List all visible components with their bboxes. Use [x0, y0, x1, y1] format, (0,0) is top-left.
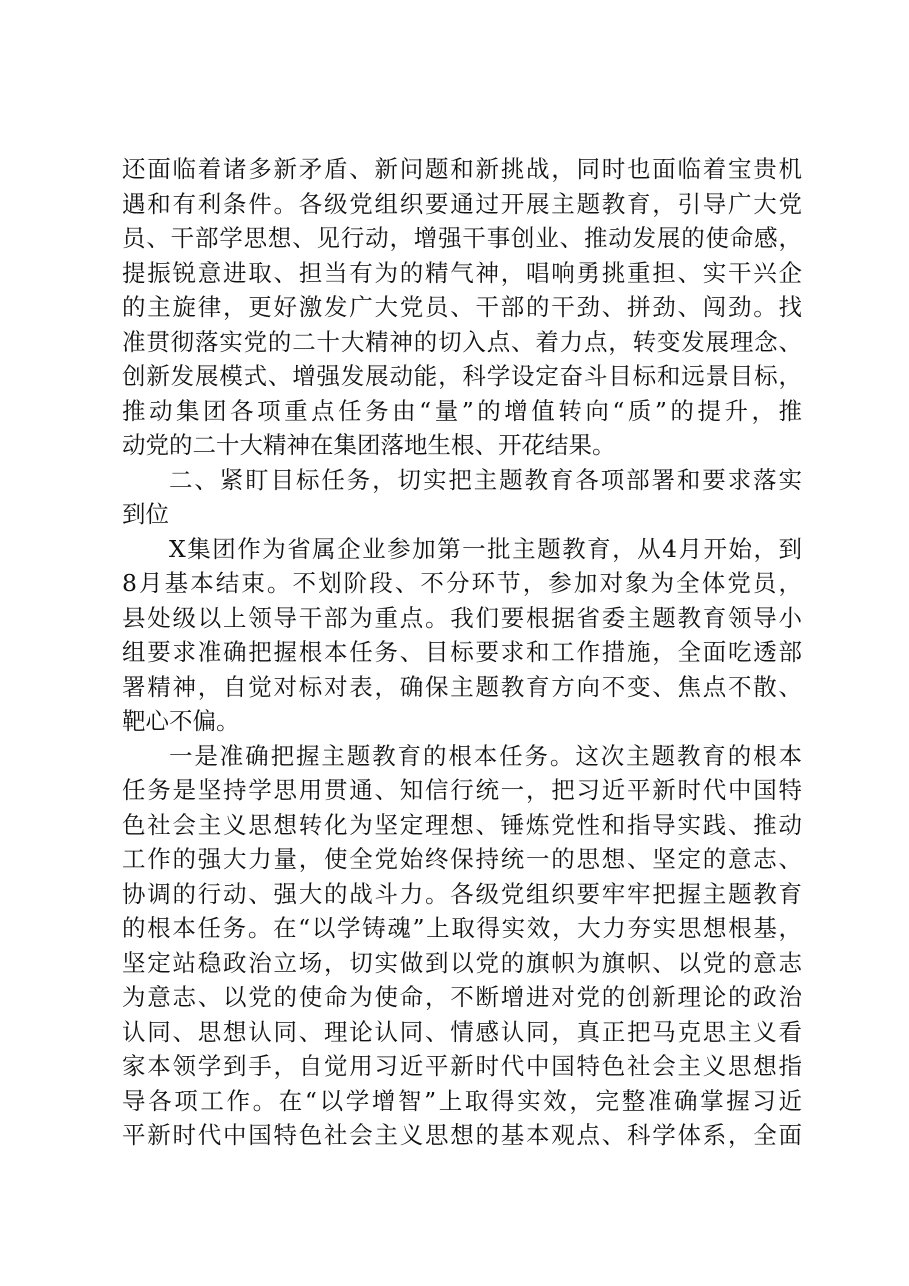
text-line: 一是准确把握主题教育的根本任务。这次主题教育的根本 [169, 741, 802, 770]
text-line: 还面临着诸多新矛盾、新问题和新挑战，同时也面临着宝贵机 [122, 155, 802, 183]
text-line: 坚定站稳政治立场，切实做到以党的旗帜为旗帜、以党的意志 [122, 948, 802, 977]
text-line: 协调的行动、强大的战斗力。各级党组织要牢牢把握主题教育 [122, 879, 802, 908]
text-line: X集团作为省属企业参加第一批主题教育，从4月开始，到 [169, 534, 802, 563]
text-line: 准贯彻落实党的二十大精神的切入点、着力点，转变发展理念、 [122, 327, 802, 356]
document-body [122, 152, 802, 1153]
text-line: 8月基本结束。不划阶段、不分环节，参加对象为全体党员， [122, 569, 802, 597]
text-line: 组要求准确把握根本任务、目标要求和工作措施，全面吃透部 [122, 638, 802, 666]
text-line: 遇和有利条件。各级党组织要通过开展主题教育，引导广大党 [122, 189, 802, 218]
text-line: 员、干部学思想、见行动，增强干事创业、推动发展的使命感， [122, 224, 802, 252]
text-line: 工作的强大力量，使全党始终保持统一的思想、坚定的意志、 [122, 845, 802, 873]
text-line: 家本领学到手，自觉用习近平新时代中国特色社会主义思想指 [122, 1052, 802, 1080]
text-line: 认同、思想认同、理论认同、情感认同，真正把马克思主义看 [122, 1017, 802, 1046]
text-line: 的主旋律，更好激发广大党员、干部的干劲、拼劲、闯劲。找 [122, 293, 802, 321]
text-line: 县处级以上领导干部为重点。我们要根据省委主题教育领导小 [122, 603, 802, 632]
text-line: 为意志、以党的使命为使命，不断增进对党的创新理论的政治 [122, 983, 802, 1011]
text-line: 导各项工作。在“以学增智”上取得实效，完整准确掌握习近 [122, 1086, 802, 1115]
text-line: 平新时代中国特色社会主义思想的基本观点、科学体系，全面 [122, 1121, 802, 1149]
text-line: 任务是坚持学思用贯通、知信行统一，把习近平新时代中国特 [122, 776, 802, 804]
text-line: 二、紧盯目标任务，切实把主题教育各项部署和要求落实 [169, 465, 802, 494]
text-line: 动党的二十大精神在集团落地生根、开花结果。 [122, 431, 616, 459]
text-line: 创新发展模式、增强发展动能，科学设定奋斗目标和远景目标， [122, 362, 802, 390]
text-line: 色社会主义思想转化为坚定理想、锤炼党性和指导实践、推动 [122, 810, 802, 839]
text-line: 提振锐意进取、担当有为的精气神，唱响勇挑重担、实干兴企 [122, 258, 802, 287]
text-line: 靶心不偏。 [122, 707, 240, 735]
text-line: 的根本任务。在“以学铸魂”上取得实效，大力夯实思想根基， [122, 914, 802, 942]
text-line: 署精神，自觉对标对表，确保主题教育方向不变、焦点不散、 [122, 672, 802, 701]
text-line: 到位 [122, 500, 169, 528]
text-line: 推动集团各项重点任务由“量”的增值转向“质”的提升，推 [122, 396, 802, 425]
